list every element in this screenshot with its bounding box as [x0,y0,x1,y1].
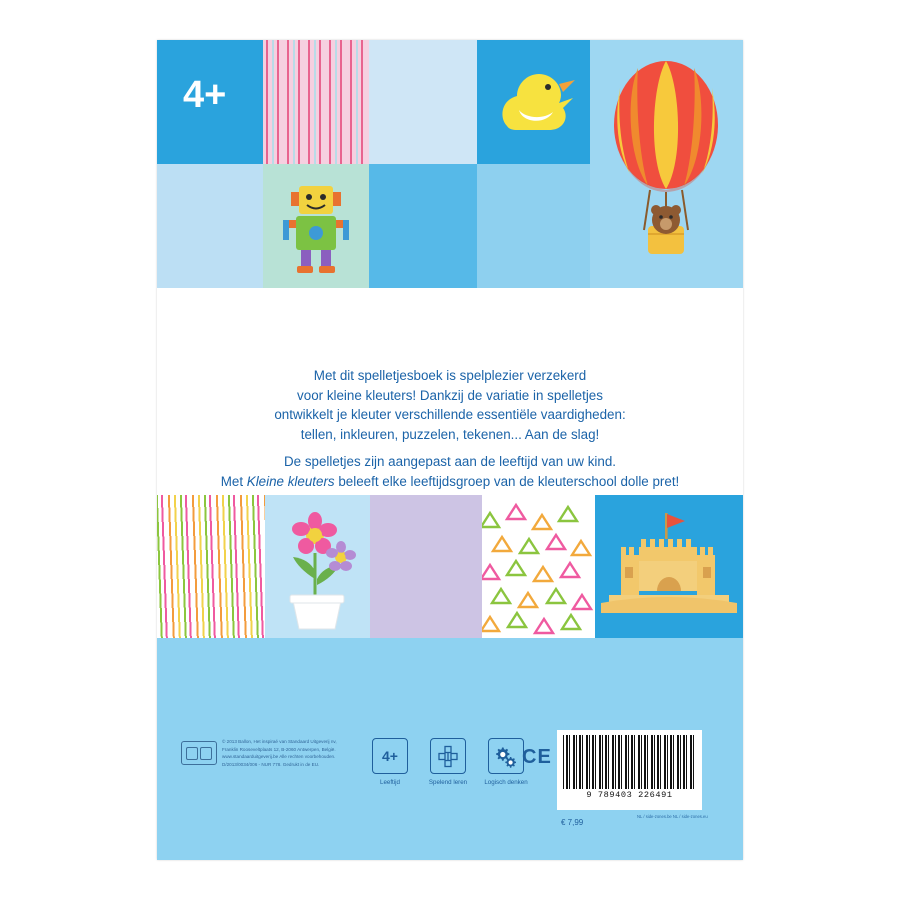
sandcastle-tile [595,495,743,638]
pale-blue-tile-2 [157,164,263,288]
blue-tile-3 [477,164,590,288]
logic-icon-caption: Logisch denken [484,779,528,786]
blurb-line-4: tellen, inkleuren, puzzelen, tekenen... Aan de slag! [300,426,600,442]
learning-icon [430,738,466,774]
scribble-tile [157,495,265,638]
abacus-blocks-icon [436,744,460,768]
imprint-text: © 2013 Ballon, Het inspiraé van Standaard Uitgeverij nv, Franklin Rooseveltplaats 12, B-2060 Antwerpen, België. www.standaarduitgeverij.be Alle rechten voorbehouden. D/2013/0034/006 - NUR 778. Gedrukt in de EU. [222,739,337,767]
age-icon [372,738,408,774]
triangles-pattern [482,495,595,638]
flower-pot-icon [265,495,370,638]
blurb-line-2: voor kleine kleuters! Dankzij de variatie in spelletjes [297,387,603,403]
blurb2-line-1: De spelletjes zijn aangepast aan de leeftijd van uw kind. [283,454,616,469]
blurb-paragraph [157,366,743,444]
blue-tile-2 [369,164,477,288]
age-badge-tile [157,40,263,164]
stripes-tile [263,40,369,164]
footer-area [157,638,743,860]
lilac-tile [370,495,482,638]
pale-blue-tile [369,40,477,164]
learning-icon-caption: Spelend leren [428,779,468,786]
barcode [557,730,702,810]
series-title: Kleine kleuters [246,473,335,489]
duck-tile [477,40,590,164]
fine-print-right: NL / side-zones.be NL / side-zones.eu [637,814,708,819]
blurb2-line-2 [157,472,743,492]
blurb-line-3: ontwikkelt je kleuter verschillende essentiële vaardigheden: [274,407,626,422]
hot-air-balloon-tile [590,40,743,288]
feature-age [362,738,418,787]
hot-air-balloon-icon [590,40,743,288]
scribble-pattern [157,495,265,638]
robot-icon [263,164,369,288]
ce-mark: CE [522,746,552,768]
book-back-cover [157,40,743,860]
top-mosaic [157,40,743,288]
feature-learning [420,738,476,787]
barcode-bars [563,735,696,789]
robot-tile [263,164,369,288]
flower-pot-tile [265,495,370,638]
price-label: € 7,99 [561,818,584,827]
duck-icon [477,40,590,164]
description-panel [157,288,743,495]
blurb-line-1: Met dit spelletjesboek is spelplezier verzekerd [313,368,587,383]
gears-icon [493,744,519,768]
publisher-logo [181,741,217,765]
barcode-number: 9 789403 226491 [586,790,673,800]
age-icon-value: 4+ [382,748,398,764]
vertical-stripes-pattern [263,40,369,164]
age-badge-label: 4+ [183,74,227,116]
blurb2-post: beleeft elke leeftijdsgroep van de kleuterschool dolle pret! [334,473,680,489]
sandcastle-icon [595,495,743,638]
logic-icon [488,738,524,774]
triangles-tile [482,495,595,638]
age-icon-caption: Leeftijd [380,779,400,786]
bottom-mosaic [157,495,743,638]
blurb-paragraph-2 [157,452,743,491]
blurb2-pre: Met [220,473,247,489]
